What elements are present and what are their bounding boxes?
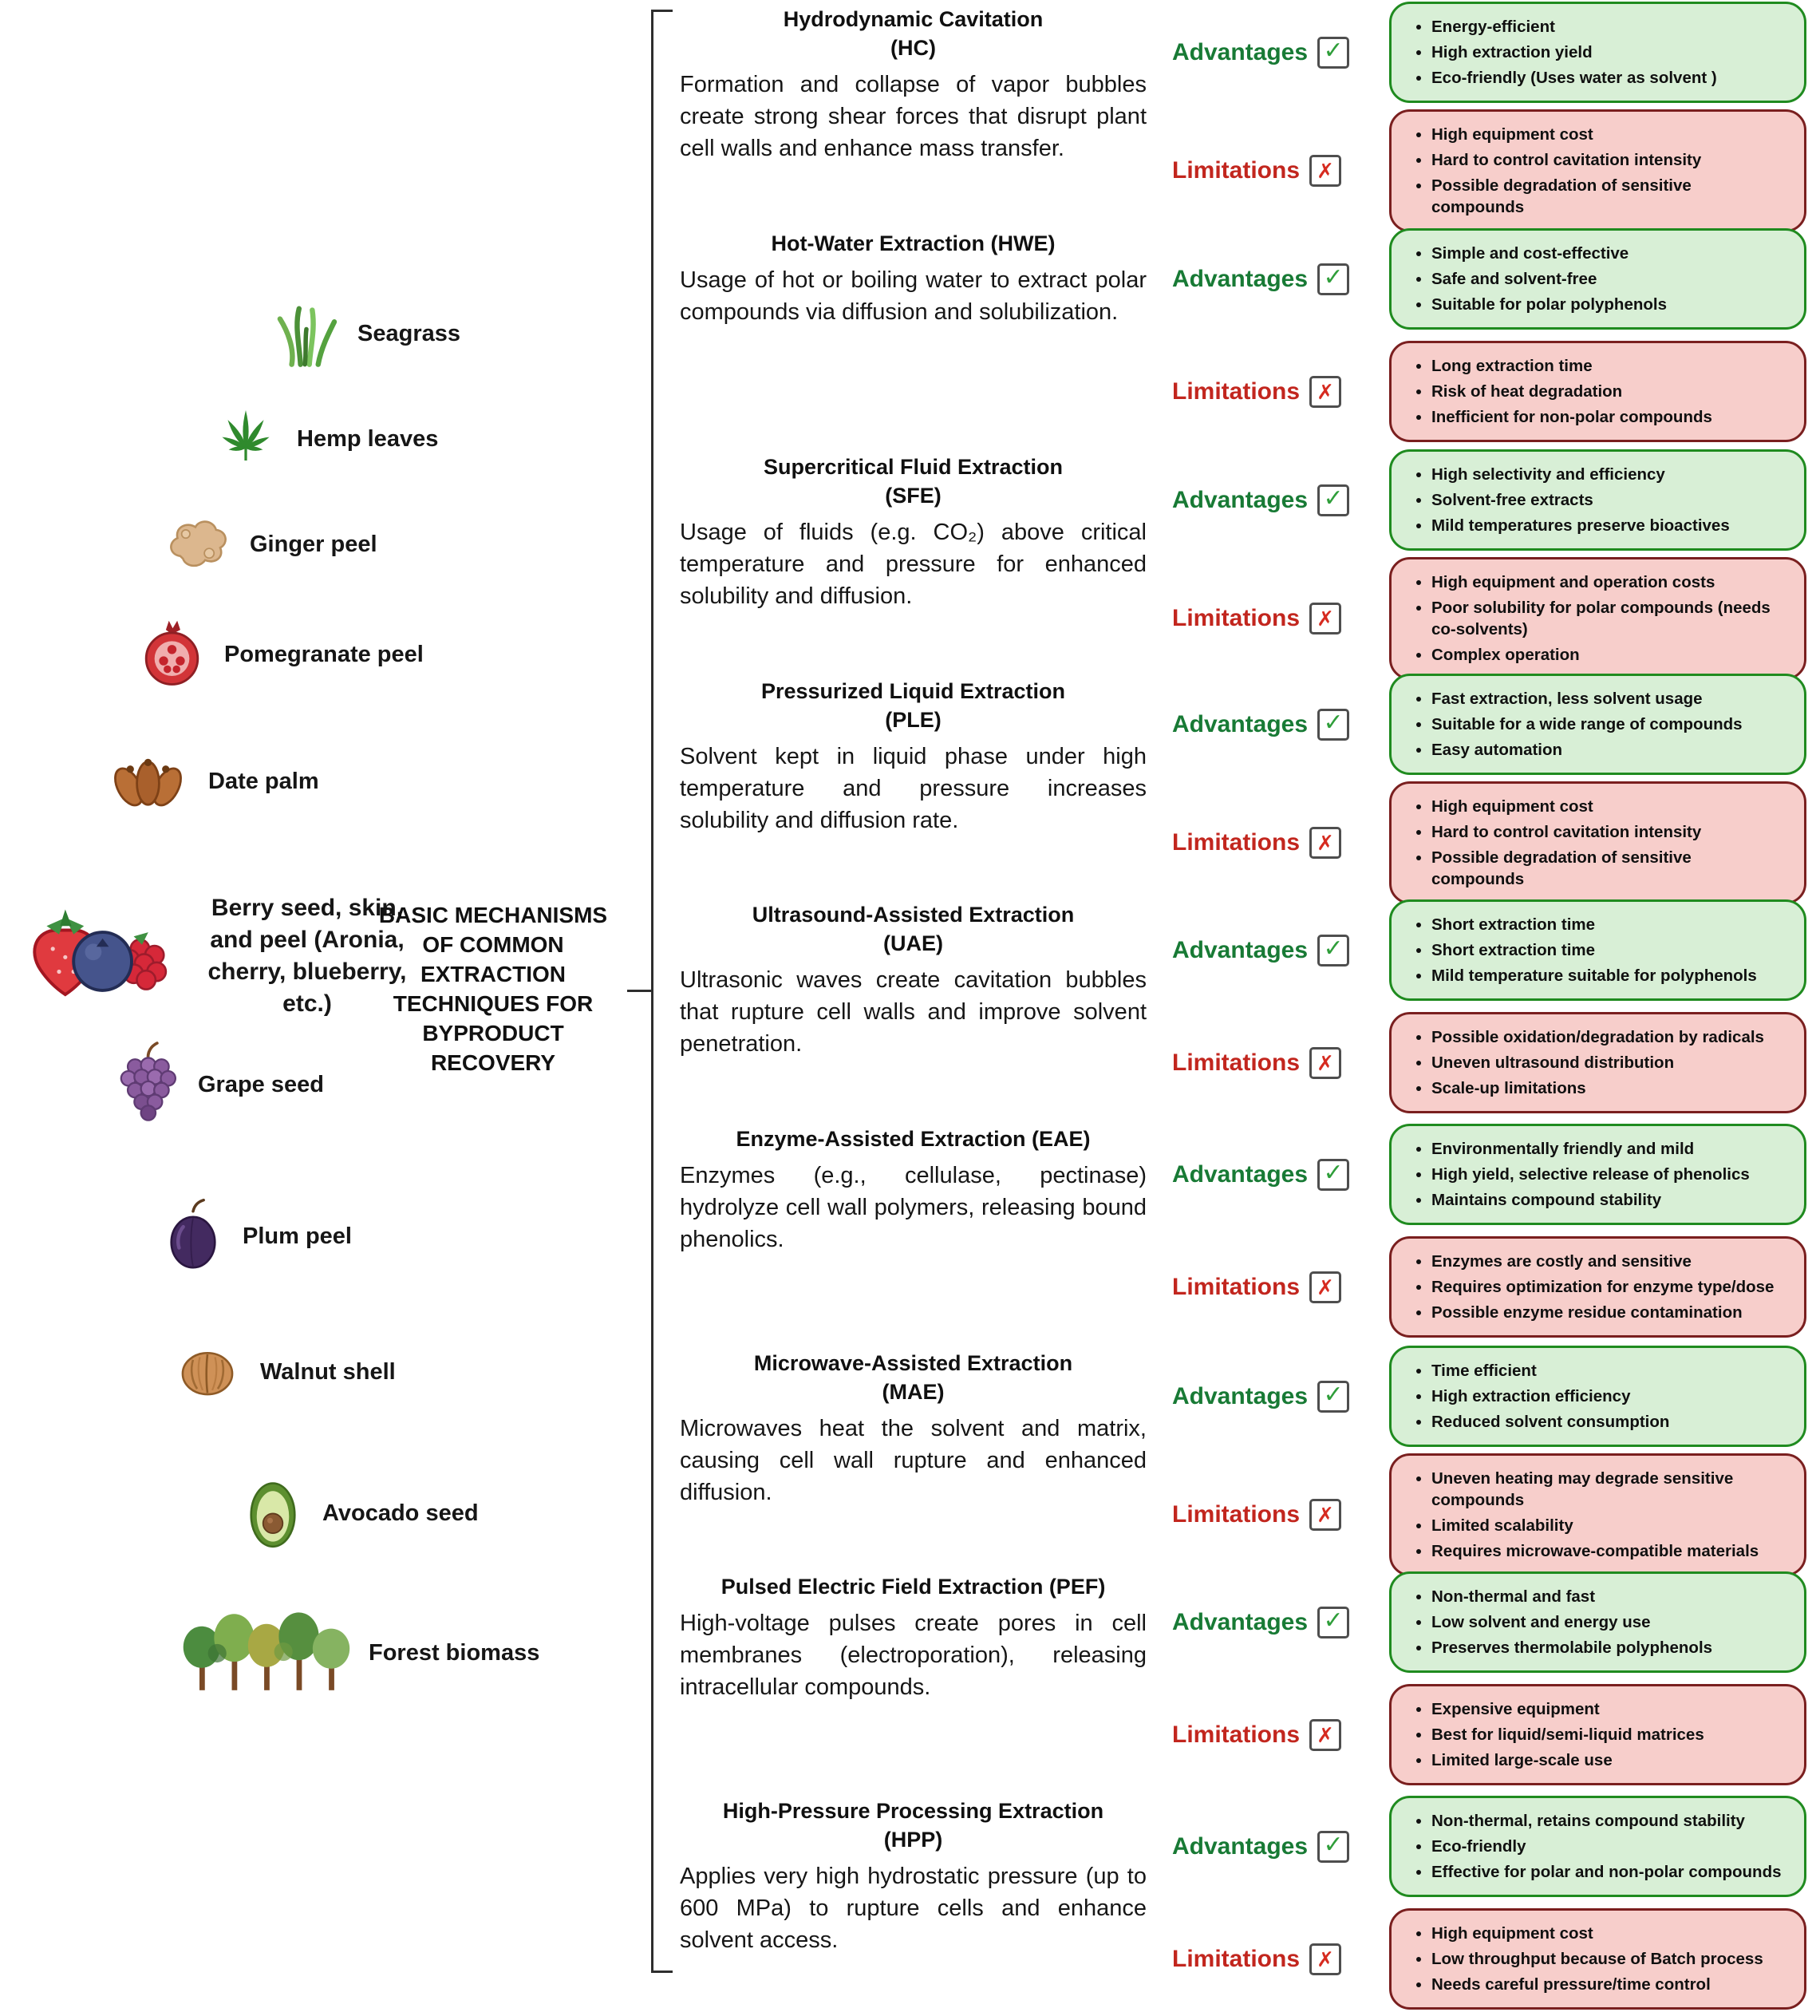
bracket-bottom-tick [651, 1971, 673, 1973]
limitation-item: • Limited large-scale use [1431, 1749, 1704, 1771]
advantages-label-text: Advantages [1172, 1608, 1309, 1635]
technique-text-block [680, 2, 1147, 232]
advantage-item: • Eco-friendly [1431, 1836, 1782, 1857]
advantage-item: • High extraction efficiency [1431, 1386, 1669, 1407]
advantage-item: • Simple and cost-effective [1431, 243, 1667, 264]
technique-text-block [680, 897, 1147, 1116]
cross-glyph: ✗ [1317, 1275, 1334, 1299]
check-icon [1317, 1831, 1349, 1863]
advantages-pair [1159, 1569, 1806, 1675]
limitations-label-text: Limitations [1172, 1721, 1301, 1748]
check-icon [1317, 1381, 1349, 1413]
advantages-box [1389, 1571, 1806, 1673]
technique-row [680, 1121, 1806, 1340]
limitations-label [1159, 1499, 1373, 1531]
limitation-item: • Possible degradation of sensitive compounds [1431, 175, 1788, 218]
source-item-date-palm [102, 746, 319, 816]
limitation-item: • Poor solubility for polar compounds (needs co-solvents) [1431, 597, 1788, 640]
technique-text-block [680, 1569, 1147, 1788]
limitations-box [1389, 1684, 1806, 1785]
cross-icon [1309, 1943, 1341, 1975]
limitation-item: • Expensive equipment [1431, 1698, 1704, 1720]
cross-icon [1309, 1271, 1341, 1303]
advantage-item: • High yield, selective release of phenolics [1431, 1164, 1750, 1185]
cross-icon [1309, 1499, 1341, 1531]
advantages-box [1389, 228, 1806, 330]
bracket-vertical-line [651, 10, 653, 1973]
berries-icon [18, 887, 173, 1025]
advantage-item: • Safe and solvent-free [1431, 268, 1667, 290]
limitations-list [1400, 118, 1791, 223]
source-item-hemp-leaves [209, 403, 438, 475]
technique-description: Microwaves heat the solvent and matrix, causing cell wall rupture and enhanced diffusion. [680, 1416, 1147, 1505]
check-icon [1317, 263, 1349, 295]
advantages-pair [1159, 674, 1806, 775]
source-label: Hemp leaves [297, 426, 439, 452]
advantage-item: • Low solvent and energy use [1431, 1611, 1712, 1633]
limitations-box [1389, 1012, 1806, 1113]
technique-description: Formation and collapse of vapor bubbles create strong shear forces that disrupt plant cell walls and enhance mass transfer. [680, 72, 1147, 161]
advantages-label [1159, 709, 1373, 741]
limitations-pair [1159, 109, 1806, 232]
ginger-peel-icon [160, 512, 235, 576]
bracket-label-connector [627, 990, 651, 992]
advantages-label [1159, 1159, 1373, 1191]
advantages-pair [1159, 1121, 1806, 1227]
limitations-pair [1159, 557, 1806, 680]
limitation-item: • Limited scalability [1431, 1515, 1788, 1536]
technique-row [680, 226, 1806, 445]
technique-abbreviation: (HPP) [883, 1828, 943, 1852]
advantage-item: • Suitable for a wide range of compounds [1431, 714, 1743, 735]
advantages-list [1400, 682, 1746, 766]
check-icon [1317, 484, 1349, 516]
limitation-item: • Possible degradation of sensitive compounds [1431, 847, 1788, 890]
technique-abbreviation: (PLE) [885, 708, 942, 732]
advantages-box [1389, 1124, 1806, 1225]
limitation-item: • Scale-up limitations [1431, 1077, 1764, 1099]
advantages-label-text: Advantages [1172, 1382, 1309, 1409]
diagram-title-line: RECOVERY [430, 1050, 556, 1075]
advantages-box [1389, 1796, 1806, 1897]
advantages-label [1159, 1607, 1373, 1638]
check-icon [1317, 709, 1349, 741]
limitations-pair [1159, 781, 1806, 904]
technique-title [680, 1797, 1147, 1854]
limitation-item: • Complex operation [1431, 644, 1788, 666]
limitations-pair [1159, 1906, 1806, 2012]
advantages-label [1159, 1381, 1373, 1413]
advantages-list [1400, 1805, 1785, 1888]
limitations-pair [1159, 338, 1806, 445]
advantages-label [1159, 263, 1373, 295]
check-glyph: ✓ [1323, 1382, 1344, 1408]
limitations-list [1400, 1693, 1707, 1777]
advantages-list [1400, 1580, 1715, 1664]
cross-icon [1309, 376, 1341, 408]
limitation-item: • Needs careful pressure/time control [1431, 1974, 1763, 1995]
technique-title [680, 1125, 1147, 1153]
limitation-item: • Risk of heat degradation [1431, 381, 1712, 402]
source-label-line: Berry seed, skin, [211, 895, 404, 921]
check-glyph: ✓ [1323, 710, 1344, 736]
advantages-label-text: Advantages [1172, 710, 1309, 737]
technique-text-block [680, 674, 1147, 904]
check-icon [1317, 1159, 1349, 1191]
limitations-list [1400, 790, 1791, 895]
limitation-item: • Low throughput because of Batch process [1431, 1948, 1763, 1970]
cross-icon [1309, 827, 1341, 859]
limitation-item: • Hard to control cavitation intensity [1431, 149, 1788, 171]
technique-row [680, 449, 1806, 668]
advantages-box [1389, 449, 1806, 551]
check-icon [1317, 37, 1349, 69]
technique-title [680, 677, 1147, 734]
technique-title-line: High-Pressure Processing Extraction [722, 1799, 1104, 1823]
source-item-avocado-seed [238, 1472, 479, 1554]
technique-title [680, 229, 1147, 258]
limitations-list [1400, 566, 1791, 671]
advantage-item: • Fast extraction, less solvent usage [1431, 688, 1743, 710]
limitation-item: • Possible enzyme residue contamination [1431, 1302, 1774, 1323]
source-item-berries [18, 887, 427, 1025]
technique-title-line: Supercritical Fluid Extraction [763, 455, 1064, 479]
source-label: Pomegranate peel [224, 641, 424, 667]
limitations-label-text: Limitations [1172, 1049, 1301, 1076]
cross-icon [1309, 1047, 1341, 1079]
limitations-box [1389, 781, 1806, 904]
check-glyph: ✓ [1323, 264, 1344, 291]
advantage-item: • Time efficient [1431, 1360, 1669, 1382]
limitations-list [1400, 1917, 1767, 2001]
cross-glyph: ✗ [1317, 159, 1334, 183]
technique-text-block [680, 449, 1147, 680]
technique-description: Applies very high hydrostatic pressure (up to 600 MPa) to rupture cells and enhance solvent access. [680, 1864, 1147, 1953]
bracket-top-tick [651, 10, 673, 12]
advantages-label-text: Advantages [1172, 1160, 1309, 1188]
advantage-item: • Environmentally friendly and mild [1431, 1138, 1750, 1160]
advantage-item: • Solvent-free extracts [1431, 489, 1730, 511]
advantages-box [1389, 899, 1806, 1001]
cross-glyph: ✗ [1317, 1722, 1334, 1747]
technique-title-line: Pulsed Electric Field Extraction (PEF) [720, 1575, 1106, 1599]
advantages-list [1400, 10, 1720, 94]
limitations-list [1400, 1021, 1767, 1105]
check-glyph: ✓ [1323, 1160, 1344, 1186]
technique-description: Usage of hot or boiling water to extract polar compounds via diffusion and solubilization. [680, 267, 1147, 325]
cross-glyph: ✗ [1317, 1050, 1334, 1075]
diagram-title-line: BASIC MECHANISMS [378, 903, 608, 927]
limitations-box [1389, 1908, 1806, 2010]
source-item-pomegranate [134, 616, 424, 692]
source-label-line: etc.) [282, 990, 332, 1017]
limitations-box [1389, 109, 1806, 232]
limitation-item: • Inefficient for non-polar compounds [1431, 406, 1712, 428]
advantage-item: • Short extraction time [1431, 914, 1757, 935]
limitations-box [1389, 1453, 1806, 1576]
cross-glyph: ✗ [1317, 1947, 1334, 1971]
limitations-label-text: Limitations [1172, 1945, 1301, 1972]
walnut-shell-icon [169, 1339, 246, 1405]
advantages-box [1389, 2, 1806, 103]
source-label: Ginger peel [250, 532, 377, 557]
advantage-item: • Maintains compound stability [1431, 1189, 1750, 1211]
advantages-list [1400, 908, 1760, 992]
advantages-pair [1159, 1793, 1806, 1899]
limitation-item: • Long extraction time [1431, 355, 1712, 377]
technique-title [680, 900, 1147, 958]
technique-title-line: Hydrodynamic Cavitation [783, 7, 1044, 31]
advantage-item: • Suitable for polar polyphenols [1431, 294, 1667, 315]
forest-biomass-icon [177, 1608, 354, 1698]
limitations-label-text: Limitations [1172, 157, 1301, 184]
advantages-label-text: Advantages [1172, 1832, 1309, 1860]
technique-row [680, 1569, 1806, 1788]
cross-glyph: ✗ [1317, 1503, 1334, 1527]
limitations-label [1159, 1271, 1373, 1303]
advantage-item: • Reduced solvent consumption [1431, 1411, 1669, 1433]
limitations-box [1389, 1236, 1806, 1338]
limitations-label [1159, 1719, 1373, 1751]
source-label-line: cherry, blueberry, [207, 959, 407, 985]
advantages-list [1400, 1133, 1753, 1216]
advantages-pair [1159, 449, 1806, 551]
limitations-box [1389, 341, 1806, 442]
advantages-box [1389, 1346, 1806, 1447]
technique-description: Usage of fluids (e.g. CO₂) above critical temperature and pressure for enhanced solubility and diffusion. [680, 520, 1147, 609]
check-glyph: ✓ [1323, 1832, 1344, 1858]
date-palm-icon [102, 746, 194, 816]
limitations-label [1159, 603, 1373, 634]
limitation-item: • Best for liquid/semi-liquid matrices [1431, 1724, 1704, 1745]
cross-icon [1309, 603, 1341, 634]
limitations-label-text: Limitations [1172, 829, 1301, 856]
technique-abbreviation: (HC) [890, 36, 936, 60]
advantage-item: • Effective for polar and non-polar compounds [1431, 1861, 1782, 1883]
source-label: Date palm [208, 769, 319, 794]
limitations-pair [1159, 1234, 1806, 1340]
advantages-pair [1159, 2, 1806, 103]
advantages-list [1400, 1354, 1672, 1438]
advantages-label-text: Advantages [1172, 936, 1309, 963]
diagram-title-line: EXTRACTION [420, 962, 566, 986]
advantages-label-text: Advantages [1172, 265, 1309, 292]
limitations-box [1389, 557, 1806, 680]
limitation-item: • High equipment cost [1431, 124, 1788, 145]
grape-seed-icon [110, 1038, 184, 1132]
source-item-ginger-peel [160, 512, 377, 576]
advantage-item: • Preserves thermolabile polyphenols [1431, 1637, 1712, 1658]
limitation-item: • High equipment and operation costs [1431, 571, 1788, 593]
cross-icon [1309, 1719, 1341, 1751]
advantage-item: • High selectivity and efficiency [1431, 464, 1730, 485]
limitation-item: • High equipment cost [1431, 1923, 1763, 1944]
technique-title-line: Ultrasound-Assisted Extraction [752, 903, 1075, 927]
limitations-label-text: Limitations [1172, 1501, 1301, 1528]
avocado-seed-icon [238, 1472, 308, 1554]
advantage-item: • Mild temperatures preserve bioactives [1431, 515, 1730, 536]
limitations-pair [1159, 1010, 1806, 1116]
technique-title [680, 453, 1147, 510]
limitation-item: • Uneven heating may degrade sensitive compounds [1431, 1468, 1788, 1511]
advantages-list [1400, 237, 1670, 321]
advantages-box [1389, 674, 1806, 775]
advantage-item: • Energy-efficient [1431, 16, 1717, 38]
technique-description: Solvent kept in liquid phase under high temperature and pressure increases solubility and diffusion rate. [680, 744, 1147, 833]
limitations-label-text: Limitations [1172, 605, 1301, 631]
limitations-label-text: Limitations [1172, 378, 1301, 405]
seagrass-icon [270, 297, 343, 370]
cross-icon [1309, 155, 1341, 187]
advantage-item: • Short extraction time [1431, 939, 1757, 961]
advantage-item: • Eco-friendly (Uses water as solvent ) [1431, 67, 1717, 89]
technique-text-block [680, 1793, 1147, 2012]
technique-title-line: Enzyme-Assisted Extraction (EAE) [736, 1127, 1091, 1151]
limitations-list [1400, 1462, 1791, 1567]
technique-text-block [680, 1121, 1147, 1340]
technique-description: Ultrasonic waves create cavitation bubbles that rupture cell walls and improve solvent penetration. [680, 967, 1147, 1057]
limitation-item: • Enzymes are costly and sensitive [1431, 1251, 1774, 1272]
advantages-pair [1159, 226, 1806, 332]
advantage-item: • Mild temperature suitable for polyphenols [1431, 965, 1757, 986]
limitation-item: • Hard to control cavitation intensity [1431, 821, 1788, 843]
plum-peel-icon [158, 1196, 228, 1277]
advantages-label [1159, 484, 1373, 516]
technique-row [680, 2, 1806, 220]
technique-text-block [680, 226, 1147, 445]
technique-title-line: Pressurized Liquid Extraction [760, 679, 1066, 703]
technique-title [680, 1349, 1147, 1406]
source-item-plum-peel [158, 1196, 352, 1277]
source-label: Grape seed [198, 1072, 324, 1097]
limitations-list [1400, 1245, 1777, 1329]
cross-glyph: ✗ [1317, 831, 1334, 855]
advantages-label [1159, 37, 1373, 69]
source-label: Avocado seed [322, 1500, 479, 1526]
limitations-pair [1159, 1453, 1806, 1576]
limitations-pair [1159, 1682, 1806, 1788]
hemp-leaves-icon [209, 403, 282, 475]
technique-title [680, 1572, 1147, 1601]
limitations-list [1400, 350, 1715, 433]
technique-description: Enzymes (e.g., cellulase, pectinase) hydrolyze cell wall polymers, releasing bound phenolics. [680, 1163, 1147, 1252]
technique-abbreviation: (SFE) [885, 484, 942, 508]
check-glyph: ✓ [1323, 485, 1344, 512]
advantages-label-text: Advantages [1172, 38, 1309, 65]
limitation-item: • High equipment cost [1431, 796, 1788, 817]
limitations-label [1159, 827, 1373, 859]
check-icon [1317, 935, 1349, 966]
advantages-pair [1159, 1346, 1806, 1447]
source-label: Forest biomass [369, 1640, 540, 1666]
advantages-list [1400, 458, 1733, 542]
limitations-label [1159, 1047, 1373, 1079]
technique-title-line: Microwave-Assisted Extraction [753, 1351, 1073, 1375]
technique-text-block [680, 1346, 1147, 1576]
diagram-title-line: OF COMMON [422, 932, 564, 957]
advantage-item: • Non-thermal, retains compound stability [1431, 1810, 1782, 1832]
limitation-item: • Requires microwave-compatible materials [1431, 1540, 1788, 1562]
technique-title-line: Hot-Water Extraction (HWE) [771, 231, 1056, 255]
source-item-forest-biomass [177, 1608, 539, 1698]
technique-row [680, 1346, 1806, 1564]
check-glyph: ✓ [1323, 935, 1344, 962]
pomegranate-icon [134, 616, 210, 692]
check-icon [1317, 1607, 1349, 1638]
technique-description: High-voltage pulses create pores in cell membranes (electroporation), releasing intracellular compounds. [680, 1611, 1147, 1700]
advantage-item: • Easy automation [1431, 739, 1743, 761]
technique-title [680, 5, 1147, 62]
limitation-item: • Possible oxidation/degradation by radicals [1431, 1026, 1764, 1048]
advantages-label [1159, 1831, 1373, 1863]
check-glyph: ✓ [1323, 1607, 1344, 1634]
diagram-title-line: BYPRODUCT [422, 1021, 564, 1046]
advantages-pair [1159, 897, 1806, 1003]
technique-abbreviation: (MAE) [882, 1380, 945, 1404]
technique-row [680, 897, 1806, 1116]
limitation-item: • Requires optimization for enzyme type/dose [1431, 1276, 1774, 1298]
technique-abbreviation: (UAE) [883, 931, 943, 955]
cross-glyph: ✗ [1317, 607, 1334, 630]
limitations-label [1159, 1943, 1373, 1975]
source-label-line: and peel (Aronia, [210, 927, 405, 953]
limitations-label [1159, 155, 1373, 187]
source-label: Walnut shell [260, 1359, 396, 1385]
diagram-title [369, 900, 618, 1077]
source-item-seagrass [270, 297, 460, 370]
source-label: Seagrass [357, 321, 460, 346]
advantages-label-text: Advantages [1172, 486, 1309, 513]
limitations-label-text: Limitations [1172, 1273, 1301, 1300]
source-item-walnut-shell [169, 1339, 396, 1405]
technique-row [680, 1793, 1806, 2012]
cross-glyph: ✗ [1317, 379, 1334, 404]
source-label: Plum peel [243, 1223, 352, 1249]
limitations-label [1159, 376, 1373, 408]
diagram-title-line: TECHNIQUES FOR [393, 991, 594, 1016]
source-item-grape-seed [110, 1038, 324, 1132]
advantages-label [1159, 935, 1373, 966]
advantage-item: • Non-thermal and fast [1431, 1586, 1712, 1607]
technique-row [680, 674, 1806, 892]
check-glyph: ✓ [1323, 38, 1344, 64]
limitation-item: • Uneven ultrasound distribution [1431, 1052, 1764, 1073]
advantage-item: • High extraction yield [1431, 42, 1717, 63]
